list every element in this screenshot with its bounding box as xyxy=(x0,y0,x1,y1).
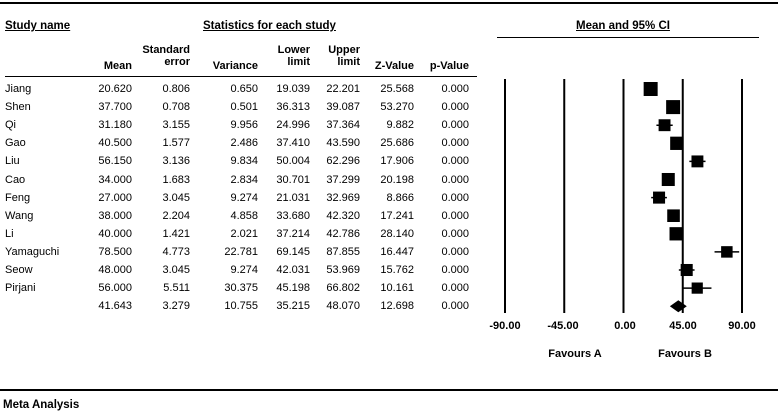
variance-cell: 0.650 xyxy=(230,83,258,95)
z-value-cell: 25.686 xyxy=(380,137,414,150)
lower-limit-cell: 33.680 xyxy=(276,209,310,222)
study-marker xyxy=(692,283,703,294)
x-tick-label: 90.00 xyxy=(728,320,756,332)
col-p-value-header: p-Value xyxy=(429,60,469,72)
p-value-cell: 0.000 xyxy=(441,227,469,240)
standard-error-cell: 3.136 xyxy=(162,155,190,168)
mean-cell: 41.643 xyxy=(98,300,132,313)
standard-error-cell: 2.204 xyxy=(162,209,190,222)
study-marker xyxy=(666,100,680,114)
upper-limit-cell: 37.364 xyxy=(326,119,360,132)
upper-limit-cell: 32.969 xyxy=(326,191,360,204)
variance-cell: 9.956 xyxy=(230,119,258,132)
p-value-cell: 0.000 xyxy=(441,83,469,95)
col-standard-error-header: Standard error xyxy=(142,44,190,68)
variance-cell: 9.274 xyxy=(230,191,258,204)
mean-cell: 34.000 xyxy=(98,173,132,186)
study-name-cell: Jiang xyxy=(5,83,32,95)
lower-limit-cell: 37.410 xyxy=(276,137,310,150)
p-value-cell: 0.000 xyxy=(441,245,469,258)
lower-limit-cell: 37.214 xyxy=(276,227,310,240)
x-tick-label: 0.00 xyxy=(614,320,636,332)
upper-limit-cell: 39.087 xyxy=(326,101,360,114)
variance-cell: 2.486 xyxy=(230,137,258,150)
study-name-cell: Seow xyxy=(5,264,33,276)
p-value-cell: 0.000 xyxy=(441,282,469,295)
variance-cell: 0.501 xyxy=(230,101,258,114)
mean-cell: 37.700 xyxy=(98,101,132,114)
variance-cell: 9.834 xyxy=(230,155,258,168)
z-value-cell: 12.698 xyxy=(380,300,414,313)
lower-limit-cell: 45.198 xyxy=(276,282,310,295)
z-value-cell: 53.270 xyxy=(380,101,414,114)
mean-cell: 38.000 xyxy=(98,209,132,222)
mean-cell: 31.180 xyxy=(98,119,132,132)
favours-a-label: Favours A xyxy=(548,348,602,360)
standard-error-cell: 0.806 xyxy=(162,83,190,95)
mean-cell: 78.500 xyxy=(98,245,132,258)
lower-limit-cell: 35.215 xyxy=(276,300,310,313)
study-marker xyxy=(670,227,683,240)
study-marker xyxy=(691,155,703,167)
p-value-cell: 0.000 xyxy=(441,191,469,204)
study-name-header: Study name xyxy=(5,20,71,32)
upper-limit-cell: 66.802 xyxy=(326,282,360,295)
z-value-cell: 15.762 xyxy=(380,264,414,276)
variance-cell: 2.834 xyxy=(230,173,258,186)
study-marker xyxy=(681,264,693,276)
study-name-cell: Cao xyxy=(5,173,26,186)
z-value-cell: 16.447 xyxy=(380,245,414,258)
variance-cell: 30.375 xyxy=(224,282,258,295)
variance-cell: 9.274 xyxy=(230,264,258,276)
upper-limit-cell: 53.969 xyxy=(326,264,360,276)
mean-cell: 56.150 xyxy=(98,155,132,168)
study-name-cell: Gao xyxy=(5,137,26,150)
lower-limit-cell: 24.996 xyxy=(276,119,310,132)
standard-error-cell: 3.045 xyxy=(162,191,190,204)
p-value-cell: 0.000 xyxy=(441,300,469,313)
study-marker xyxy=(644,82,658,96)
standard-error-cell: 3.279 xyxy=(162,300,190,313)
favours-b-label: Favours B xyxy=(658,348,712,360)
summary-diamond xyxy=(670,300,687,312)
study-marker xyxy=(662,173,675,186)
mean-cell: 20.620 xyxy=(98,83,132,95)
standard-error-cell: 1.683 xyxy=(162,173,190,186)
standard-error-cell: 4.773 xyxy=(162,245,190,258)
standard-error-cell: 0.708 xyxy=(162,101,190,114)
standard-error-cell: 1.421 xyxy=(162,227,190,240)
lower-limit-cell: 36.313 xyxy=(276,101,310,114)
lower-limit-cell: 50.004 xyxy=(276,155,310,168)
z-value-cell: 20.198 xyxy=(380,173,414,186)
col-mean-header: Mean xyxy=(103,60,132,72)
study-marker xyxy=(670,137,683,150)
x-tick-label: -90.00 xyxy=(489,320,521,332)
study-name-cell: Qi xyxy=(5,119,16,132)
study-name-cell: Li xyxy=(5,227,14,240)
study-marker xyxy=(667,209,680,222)
p-value-cell: 0.000 xyxy=(441,119,469,132)
z-value-cell: 9.882 xyxy=(386,119,414,132)
z-value-cell: 10.161 xyxy=(380,282,414,295)
standard-error-cell: 3.155 xyxy=(162,119,190,132)
study-marker xyxy=(653,192,665,204)
col-variance-header: Variance xyxy=(212,60,258,72)
p-value-cell: 0.000 xyxy=(441,209,469,222)
study-name-cell: Liu xyxy=(5,155,20,168)
variance-cell: 4.858 xyxy=(230,209,258,222)
upper-limit-cell: 43.590 xyxy=(326,137,360,150)
mean-cell: 56.000 xyxy=(98,282,132,295)
study-name-cell: Feng xyxy=(5,191,31,204)
upper-limit-cell: 87.855 xyxy=(326,245,360,258)
p-value-cell: 0.000 xyxy=(441,137,469,150)
col-lower-limit-header: Lower limit xyxy=(277,44,310,68)
z-value-cell: 28.140 xyxy=(380,227,414,240)
footer-rule xyxy=(0,389,778,391)
lower-limit-cell: 21.031 xyxy=(276,191,310,204)
p-value-cell: 0.000 xyxy=(441,155,469,168)
study-marker xyxy=(721,246,732,257)
mean-cell: 27.000 xyxy=(98,191,132,204)
upper-limit-cell: 37.299 xyxy=(326,173,360,186)
x-tick-label: -45.00 xyxy=(547,320,579,332)
study-marker xyxy=(659,119,671,131)
study-name-cell: Shen xyxy=(5,101,31,114)
lower-limit-cell: 42.031 xyxy=(276,264,310,276)
mean-cell: 48.000 xyxy=(98,264,132,276)
mean-ci-header: Mean and 95% CI xyxy=(576,20,670,32)
lower-limit-cell: 19.039 xyxy=(276,83,310,95)
upper-limit-cell: 62.296 xyxy=(326,155,360,168)
z-value-cell: 17.241 xyxy=(380,209,414,222)
mean-cell: 40.000 xyxy=(98,227,132,240)
upper-limit-cell: 22.201 xyxy=(326,83,360,95)
z-value-cell: 17.906 xyxy=(380,155,414,168)
standard-error-cell: 5.511 xyxy=(163,282,190,295)
study-name-cell: Wang xyxy=(5,209,34,222)
variance-cell: 10.755 xyxy=(224,300,258,313)
lower-limit-cell: 69.145 xyxy=(276,245,310,258)
standard-error-cell: 3.045 xyxy=(162,264,190,276)
x-tick-label: 45.00 xyxy=(669,320,697,332)
col-upper-limit-header: Upper limit xyxy=(328,44,360,68)
p-value-cell: 0.000 xyxy=(441,173,469,186)
statistics-header: Statistics for each study xyxy=(203,20,336,32)
z-value-cell: 25.568 xyxy=(380,83,414,95)
z-value-cell: 8.866 xyxy=(386,191,414,204)
upper-limit-cell: 48.070 xyxy=(326,300,360,313)
standard-error-cell: 1.577 xyxy=(162,137,190,150)
mean-cell: 40.500 xyxy=(98,137,132,150)
upper-limit-cell: 42.320 xyxy=(326,209,360,222)
variance-cell: 22.781 xyxy=(224,245,258,258)
col-z-value-header: Z-Value xyxy=(374,60,414,72)
upper-limit-cell: 42.786 xyxy=(326,227,360,240)
study-name-cell: Pirjani xyxy=(5,282,36,295)
lower-limit-cell: 30.701 xyxy=(276,173,310,186)
study-name-cell: Yamaguchi xyxy=(5,245,60,258)
p-value-cell: 0.000 xyxy=(441,101,469,114)
p-value-cell: 0.000 xyxy=(441,264,469,276)
variance-cell: 2.021 xyxy=(230,227,258,240)
meta-analysis-label: Meta Analysis xyxy=(3,399,80,411)
